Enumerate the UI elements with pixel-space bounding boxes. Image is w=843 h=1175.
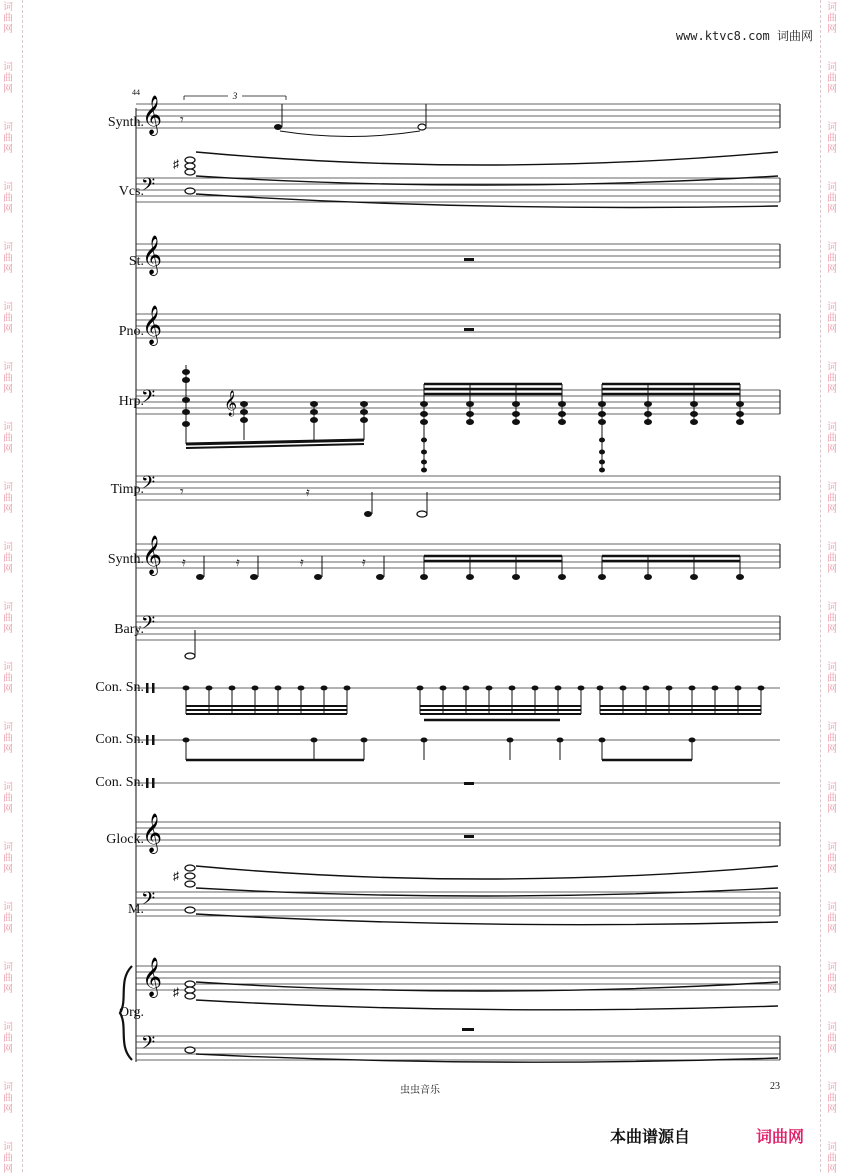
watermark-glyph: 词 曲 网 xyxy=(3,542,13,575)
note-head xyxy=(185,881,195,887)
note-head xyxy=(185,981,195,987)
watermark-glyph: 词 曲 网 xyxy=(3,962,13,995)
watermark-glyph: 词 曲 网 xyxy=(827,482,837,515)
whole-rest-icon xyxy=(464,258,474,261)
tie xyxy=(196,1000,778,1010)
note-head xyxy=(185,987,195,993)
watermark-glyph: 词 曲 网 xyxy=(3,242,13,275)
note-head xyxy=(185,865,195,871)
watermark-glyph: 词 曲 网 xyxy=(3,62,13,95)
watermark-glyph: 词 曲 网 xyxy=(3,122,13,155)
note-head xyxy=(185,653,195,659)
watermark-glyph: 词 曲 网 xyxy=(827,1022,837,1055)
footer-source-text: 本曲谱源自 xyxy=(610,1127,691,1146)
label-glock: Glock. xyxy=(106,832,144,847)
whole-rest-icon xyxy=(464,328,474,331)
rest-icon: 𝄿 xyxy=(236,555,240,569)
watermark-glyph: 词 曲 网 xyxy=(827,62,837,95)
note-head xyxy=(250,574,258,580)
label-vcs: Vcs. xyxy=(118,184,144,199)
footer-logo[interactable]: 词曲网 xyxy=(756,1127,805,1146)
organ-brace xyxy=(120,966,132,1060)
whole-rest-icon xyxy=(464,782,474,785)
whole-rest-icon xyxy=(462,1028,474,1031)
watermark-glyph: 词 曲 网 xyxy=(827,722,837,755)
watermark-glyph: 词 曲 网 xyxy=(3,2,13,35)
eighth-rest-icon: 𝄾 xyxy=(180,485,184,500)
watermark-glyph: 词 曲 网 xyxy=(827,1082,837,1115)
sixteenth-rest-icon: 𝄿 xyxy=(306,485,310,499)
bass-clef-icon: 𝄢 xyxy=(141,175,156,200)
percussion-clef-icon xyxy=(152,683,155,693)
watermark-glyph: 词 曲 网 xyxy=(827,782,837,815)
watermark-glyph: 词 曲 网 xyxy=(827,902,837,935)
watermark-glyph: 词 曲 网 xyxy=(827,122,837,155)
watermark-glyph: 词 曲 网 xyxy=(827,362,837,395)
watermark-glyph: 词 曲 网 xyxy=(827,962,837,995)
watermark-glyph: 词 曲 网 xyxy=(827,302,837,335)
bass-clef-icon: 𝄢 xyxy=(141,473,156,498)
watermark-glyph: 词 曲 网 xyxy=(3,1082,13,1115)
percussion-clef-icon xyxy=(146,778,149,788)
treble-clef-icon: 𝄞 xyxy=(142,95,163,135)
beam xyxy=(186,440,364,444)
note-head xyxy=(196,574,204,580)
label-con-sn-2: Con. Sn. xyxy=(95,732,144,747)
label-org: Org. xyxy=(118,1005,144,1020)
watermark-glyph: 词 曲 网 xyxy=(827,422,837,455)
treble-clef-icon: 𝄞 xyxy=(224,390,238,415)
tie xyxy=(196,914,778,925)
watermark-glyph: 词 曲 网 xyxy=(3,722,13,755)
note-head xyxy=(185,163,195,169)
site-url-header[interactable]: www.ktvc8.com 词曲网 xyxy=(675,29,813,43)
tuplet-number: 3 xyxy=(232,91,238,101)
measure-number: 44 xyxy=(132,88,140,97)
whole-rest-icon xyxy=(464,835,474,838)
note-head xyxy=(185,873,195,879)
label-m: M. xyxy=(128,902,144,917)
treble-clef-icon: 𝄞 xyxy=(142,535,163,575)
percussion-clef-icon xyxy=(146,735,149,745)
watermark-glyph: 词 曲 网 xyxy=(3,842,13,875)
rest-icon: 𝄿 xyxy=(362,555,366,569)
sharp-icon: ♯ xyxy=(173,157,179,171)
watermark-glyph: 词 曲 网 xyxy=(3,422,13,455)
label-bary: Bary. xyxy=(114,622,144,637)
watermark-glyph: 词 曲 网 xyxy=(3,1022,13,1055)
bass-clef-icon: 𝄢 xyxy=(141,889,156,914)
bass-clef-icon: 𝄢 xyxy=(141,387,156,412)
watermark-glyph: 词 曲 网 xyxy=(827,2,837,35)
watermark-glyph: 词 曲 网 xyxy=(3,602,13,635)
tie xyxy=(196,152,778,165)
watermark-glyph: 词 曲 网 xyxy=(3,902,13,935)
treble-clef-icon: 𝄞 xyxy=(142,957,163,997)
tie xyxy=(196,866,778,879)
watermark-glyph: 词 曲 网 xyxy=(827,662,837,695)
label-con-sn-3: Con. Sn. xyxy=(95,775,144,790)
treble-clef-icon: 𝄞 xyxy=(142,235,163,275)
label-timp: Timp. xyxy=(110,482,144,497)
note-head xyxy=(418,124,426,130)
bass-clef-icon: 𝄢 xyxy=(141,613,156,638)
treble-clef-icon: 𝄞 xyxy=(142,305,163,345)
watermark-glyph: 词 曲 网 xyxy=(827,182,837,215)
watermark-glyph: 词 曲 网 xyxy=(827,542,837,575)
note-head xyxy=(185,188,195,194)
percussion-clef-icon xyxy=(152,778,155,788)
watermark-glyph: 词 曲 网 xyxy=(3,482,13,515)
footer-center-text: 虫虫音乐 xyxy=(400,1085,440,1096)
watermark-glyph: 词 曲 网 xyxy=(3,302,13,335)
note-head xyxy=(185,169,195,175)
note-head xyxy=(364,511,372,517)
tie xyxy=(196,1054,778,1062)
watermark-glyph: 词 曲 网 xyxy=(3,1142,13,1175)
percussion-clef-icon xyxy=(146,683,149,693)
note-head xyxy=(185,1047,195,1053)
sharp-icon: ♯ xyxy=(173,869,179,883)
note-head xyxy=(314,574,322,580)
watermark-glyph: 词 曲 网 xyxy=(3,182,13,215)
rest-icon: 𝄿 xyxy=(182,555,186,569)
page-number: 23 xyxy=(770,1081,780,1092)
percussion-clef-icon xyxy=(152,735,155,745)
tie xyxy=(280,131,420,137)
label-hrp: Hrp. xyxy=(118,394,144,409)
label-con-sn-1: Con. Sn. xyxy=(95,680,144,695)
eighth-rest-icon: 𝄾 xyxy=(180,113,184,128)
label-pno: Pno. xyxy=(118,324,144,339)
note-head xyxy=(185,993,195,999)
note-head xyxy=(185,157,195,163)
rest-icon: 𝄿 xyxy=(300,555,304,569)
treble-clef-icon: 𝄞 xyxy=(142,813,163,853)
note-head xyxy=(185,907,195,913)
watermark-glyph: 词 曲 网 xyxy=(827,1142,837,1175)
note-head xyxy=(417,511,427,517)
watermark-glyph: 词 曲 网 xyxy=(827,242,837,275)
watermark-glyph: 词 曲 网 xyxy=(3,662,13,695)
watermark-glyph: 词 曲 网 xyxy=(3,362,13,395)
watermark-glyph: 词 曲 网 xyxy=(827,842,837,875)
sharp-icon: ♯ xyxy=(173,985,179,999)
watermark-glyph: 词 曲 网 xyxy=(3,782,13,815)
watermark-glyph: 词 曲 网 xyxy=(827,602,837,635)
label-st: St. xyxy=(128,254,144,269)
label-synth-2: Synth. xyxy=(107,552,144,567)
note-head xyxy=(376,574,384,580)
bass-clef-icon: 𝄢 xyxy=(141,1033,156,1058)
label-synth-1: Synth. xyxy=(107,115,144,130)
note-head xyxy=(274,124,282,130)
